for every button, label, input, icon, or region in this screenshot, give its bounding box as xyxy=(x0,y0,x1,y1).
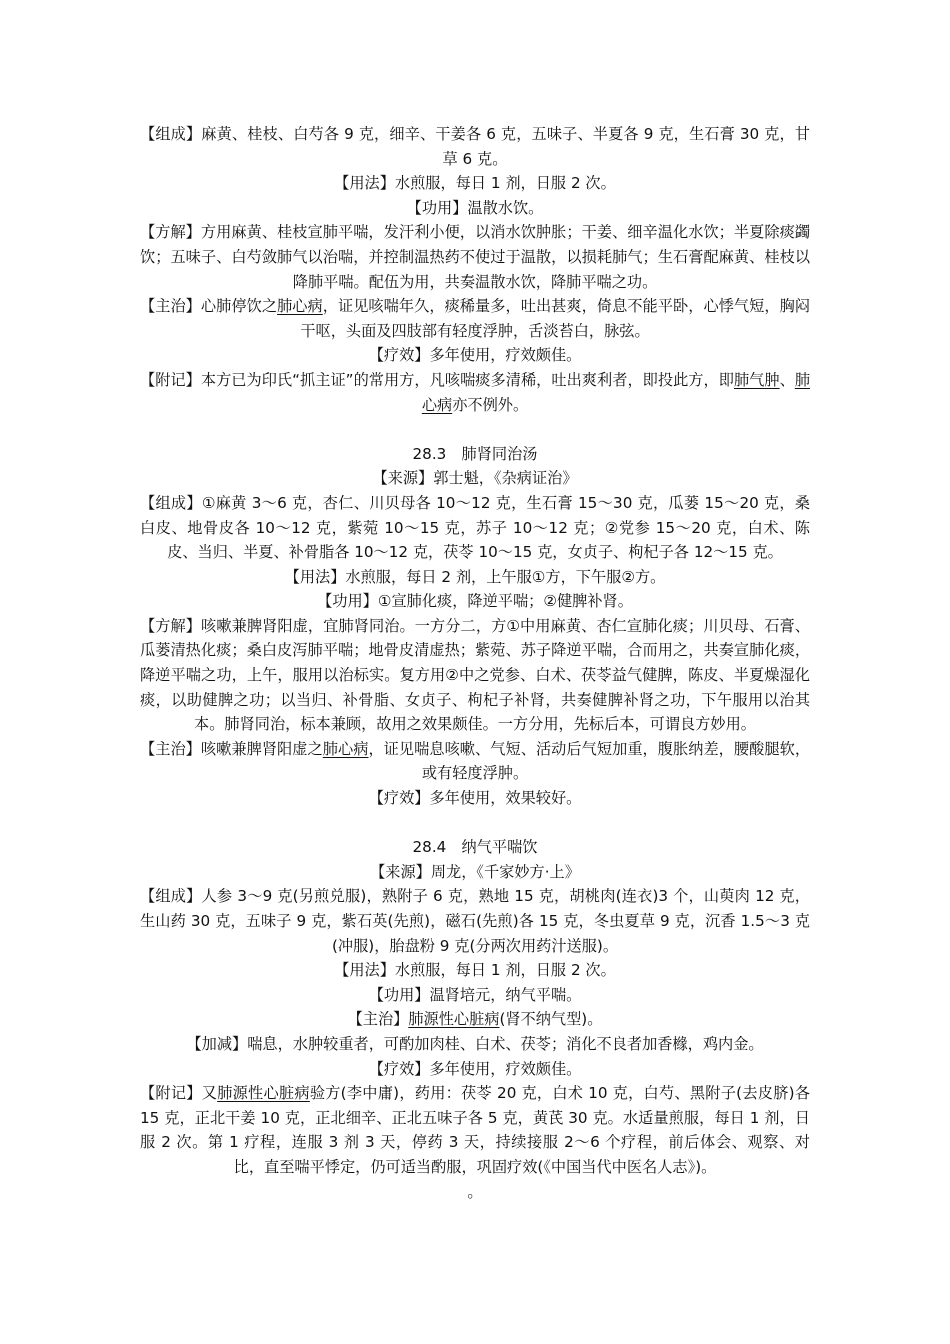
indication-text: (肾不纳气型)。 xyxy=(499,1010,603,1029)
section-heading: 28.3 肺肾同治汤 xyxy=(412,444,538,463)
note-paragraph xyxy=(140,368,810,417)
analysis-paragraph: 【方解】方用麻黄、桂枝宣肺平喘，发汗利小便，以消水饮肿胀；干姜、细辛温化水饮；半夏除痰蠲饮；五味子、白芍敛肺气以治喘，并控制温热药不使过于温散，以损耗肺气；生石膏配麻黄、桂枝以降肺平喘。配伍为用，共奏温散水饮，降肺平喘之功。 xyxy=(140,223,810,291)
source-paragraph: 【来源】周龙，《千家妙方·上》 xyxy=(370,862,580,881)
analysis-paragraph: 【方解】咳嗽兼脾肾阳虚，宜肺肾同治。一方分二，方①中用麻黄、杏仁宣肺化痰；川贝母、石膏、瓜蒌清热化痰；桑白皮泻肺平喘；地骨皮清虚热；紫菀、苏子降逆平喘，合而用之，共奏宣肺化痰，降逆平喘之功，上午，服用以治标实。复方用②中之党参、白术、茯苓益气健脾，陈皮、半夏燥湿化痰，以助健脾之功；以当归、补骨脂、女贞子、枸杞子补肾，共奏健脾补肾之功，下午服用以治其本。肺肾同治，标本兼顾，故用之效果颇佳。一方分用，先标后本，可谓良方妙用。 xyxy=(140,616,810,734)
disease-link-feiyuanxing[interactable]: 肺源性心脏病 xyxy=(217,1084,310,1103)
disease-link-feiqizhong[interactable]: 肺气肿 xyxy=(733,370,780,389)
composition-paragraph: 【组成】①麻黄 3～6 克，杏仁、川贝母各 10～12 克，生石膏 15～30 克，瓜蒌 15～20 克，桑白皮、地骨皮各 10～12 克，紫菀 10～15 克，苏子 10～12 克；②党参 15～20 克，白术、陈皮、当归、半夏、补骨脂各 10～12 克，茯苓 10～15 克，女贞子、枸杞子各 12～15 克。 xyxy=(140,493,810,562)
efficacy-paragraph: 【疗效】多年使用，疗效颇佳。 xyxy=(368,1059,582,1078)
modification-paragraph: 【加减】喘息，水肿较重者，可酌加肉桂、白术、茯苓；消化不良者加香橼，鸡内金。 xyxy=(186,1034,764,1053)
note-label: 【附记】本方已为印氏“抓主证”的常用方，凡咳喘痰多清稀，吐出爽利者，即投此方，即 xyxy=(140,370,734,389)
indication-paragraph xyxy=(140,1007,810,1032)
section-heading: 28.4 纳气平喘饮 xyxy=(412,838,538,857)
usage-paragraph: 【用法】水煎服，每日 2 剂，上午服①方，下午服②方。 xyxy=(284,567,666,586)
composition-paragraph: 【组成】人参 3～9 克(另煎兑服)，熟附子 6 克，熟地 15 克，胡桃肉(连衣)3 个，山萸肉 12 克，生山药 30 克，五味子 9 克，紫石英(先煎)，磁石(先煎)各 15 克，冬虫夏草 9 克，沉香 1.5～3 克(冲服)，胎盘粉 9 克(分两次用药汁送服)。 xyxy=(140,887,810,955)
indication-text: ，证见喘息咳嗽、气短、活动后气短加重，腹胀纳差，腰酸腿软，或有轻度浮肿。 xyxy=(368,739,811,783)
indication-label: 【主治】 xyxy=(347,1010,409,1029)
efficacy-paragraph: 【疗效】多年使用，疗效颇佳。 xyxy=(368,346,582,365)
note-paragraph xyxy=(140,1081,810,1179)
effect-paragraph: 【功用】温肾培元，纳气平喘。 xyxy=(368,985,582,1004)
effect-paragraph: 【功用】温散水饮。 xyxy=(406,198,544,217)
indication-label: 【主治】咳嗽兼脾肾阳虚之 xyxy=(140,739,323,758)
disease-link-feixinbing[interactable]: 肺心病 xyxy=(421,370,811,414)
note-text: 验方(李中庸)，药用：茯苓 20 克，白术 10 克，白芍、黑附子(去皮脐)各 15 克，正北干姜 10 克，正北细辛、正北五味子各 5 克，黄芪 30 克。水适量煎服，每日 1 剂，日服 2 次。第 1 疗程，连服 3 剂 3 天，停药 3 天，持续接服 2～6 个疗程，前后体会、观察、对比，直至喘平悸定，仍可适当酌服，巩固疗效(《中国当代中医名人志》)。 xyxy=(140,1084,811,1176)
note-label: 【附记】又 xyxy=(140,1084,218,1103)
disease-link-feixinbing[interactable]: 肺心病 xyxy=(277,297,323,316)
indication-text: ，证见咳喘年久，痰稀量多，吐出甚爽，倚息不能平卧，心悸气短，胸闷干呕，头面及四肢部有轻度浮肿，舌淡苔白，脉弦。 xyxy=(300,297,811,340)
indication-paragraph xyxy=(140,737,810,786)
composition-paragraph: 【组成】麻黄、桂枝、白芍各 9 克，细辛、干姜各 6 克，五味子、半夏各 9 克，生石膏 30 克，甘草 6 克。 xyxy=(140,125,810,168)
usage-paragraph: 【用法】水煎服，每日 1 剂，日服 2 次。 xyxy=(334,174,616,193)
disease-link-feixinbing[interactable]: 肺心病 xyxy=(322,739,369,758)
trailing-mark: 。 xyxy=(467,1182,483,1201)
source-paragraph: 【来源】郭士魁，《杂病证治》 xyxy=(372,469,578,488)
note-text: 亦不例外。 xyxy=(452,395,529,414)
indication-label: 【主治】心肺停饮之 xyxy=(140,297,278,316)
disease-link-feiyuanxing[interactable]: 肺源性心脏病 xyxy=(408,1010,500,1029)
document-page xyxy=(140,122,810,1204)
indication-paragraph xyxy=(140,294,810,343)
effect-paragraph: 【功用】①宣肺化痰，降逆平喘；②健脾补肾。 xyxy=(317,592,633,611)
usage-paragraph: 【用法】水煎服，每日 1 剂，日服 2 次。 xyxy=(334,961,616,980)
note-separator: 、 xyxy=(779,370,795,389)
efficacy-paragraph: 【疗效】多年使用，效果较好。 xyxy=(368,789,582,808)
